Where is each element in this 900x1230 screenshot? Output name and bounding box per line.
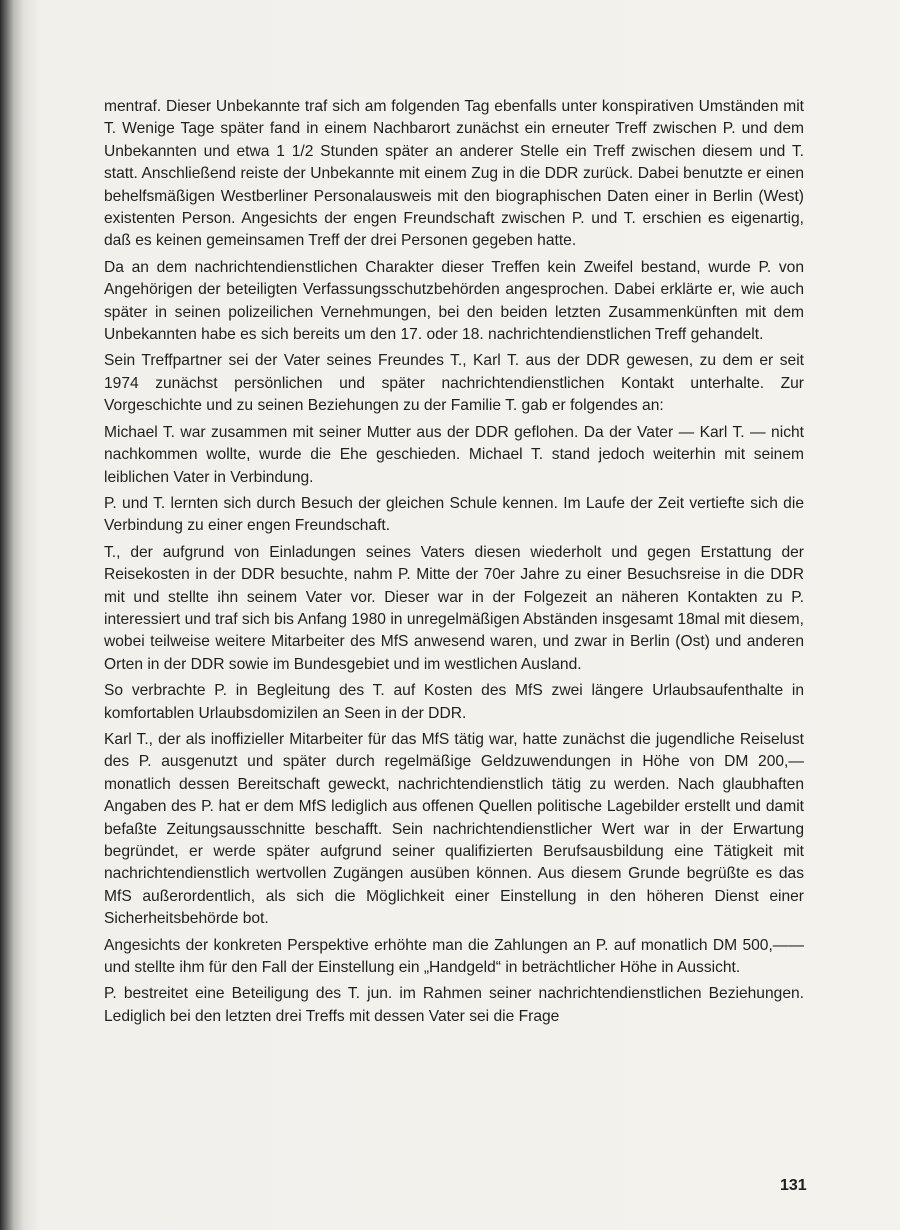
paragraph: Karl T., der als inoffizieller Mitarbeiter für das MfS tätig war, hatte zunächst die jugendliche Reiselust des P. ausgenutzt und später durch regelmäßige Geldzuwendungen in Höhe von DM 200,— monatlich dessen Bereitschaft geweckt, nachrichtendienstlich tätig zu werden. Nach glaubhaften Angaben des P. hat er dem MfS lediglich aus offenen Quellen politische Lagebilder erstellt und damit befaßte Zeitungsausschnitte beschafft. Sein nachrichtendienstlicher Wert war in der Erwartung begründet, er werde später aufgrund seiner qualifizierten Berufsausbildung eine Tätigkeit mit nachrichtendienstlich wertvollen Zugängen ausüben können. Aus diesem Grunde begrüßte es das MfS außerordentlich, als sich die Möglichkeit einer Einstellung in den höheren Dienst einer Sicherheitsbehörde bot.: [104, 730, 804, 928]
paragraph: mentraf. Dieser Unbekannte traf sich am folgenden Tag ebenfalls unter konspirativen Umständen mit T. Wenige Tage später fand in einem Nachbarort zunächst ein erneuter Treff zwischen P. und dem Unbekannten und etwa 1 1/2 Stunden später an anderer Stelle ein Treff zwischen diesem und T. statt. Anschließend reiste der Unbekannte mit einem Zug in die DDR zurück. Dabei benutzte er einen behelfsmäßigen Westberliner Personalausweis mit den biographischen Daten einer in Berlin (West) existenten Person. Angesichts der engen Freundschaft zwischen P. und T. erschien es eigenartig, daß es keinen gemeinsamen Treff der drei Personen gegeben hatte.: [104, 98, 804, 250]
paragraph: Da an dem nachrichtendienstlichen Charakter dieser Treffen kein Zweifel bestand, wurde P. von Angehörigen der beteiligten Verfassungsschutzbehörden angesprochen. Dabei erklärte er, wie auch später in seinen polizeilichen Vernehmungen, bei den beiden letzten Zusammenkünften mit dem Unbekannten habe es sich bereits um den 17. oder 18. nachrichtendienstlichen Treff gehandelt.: [104, 258, 804, 344]
paragraph: P. bestreitet eine Beteiligung des T. jun. im Rahmen seiner nachrichtendienstlichen Beziehungen. Lediglich bei den letzten drei Treffs mit dessen Vater sei die Frage: [104, 985, 804, 1025]
paragraph: So verbrachte P. in Begleitung des T. auf Kosten des MfS zwei längere Urlaubsaufenthalte in komfortablen Urlaubsdomizilen an Seen in der DDR.: [104, 682, 804, 722]
paragraph: Michael T. war zusammen mit seiner Mutter aus der DDR geflohen. Da der Vater — Karl T. — nicht nachkommen wollte, wurde die Ehe geschieden. Michael T. stand jedoch weiterhin mit seinem leiblichen Vater in Verbindung.: [104, 423, 804, 486]
paragraph: P. und T. lernten sich durch Besuch der gleichen Schule kennen. Im Laufe der Zeit vertiefte sich die Verbindung zu einer engen Freundschaft.: [104, 494, 804, 535]
paragraph: Sein Treffpartner sei der Vater seines Freundes T., Karl T. aus der DDR gewesen, zu dem er seit 1974 zunächst persönlichen und später nachrichtendienstlichen Kontakt unterhalte. Zur Vorgeschichte und zu seinen Beziehungen zu der Familie T. gab er folgendes an:: [104, 352, 804, 415]
page-number: 131: [780, 1177, 807, 1194]
paragraph: T., der aufgrund von Einladungen seines Vaters diesen wiederholt und gegen Erstattung der Reisekosten in der DDR besuchte, nahm P. Mitte der 70er Jahre zu einer Besuchsreise in die DDR mit und stellte ihn seinem Vater vor. Dieser war in der Folgezeit an näheren Kontakten zu P. interessiert und traf sich bis Anfang 1980 in unregelmäßigen Abständen insgesamt 18mal mit diesem, wobei teilweise weitere Mitarbeiter des MfS anwesend waren, und zwar in Berlin (Ost) und anderen Orten in der DDR sowie im Bundesgebiet und im westlichen Ausland.: [104, 543, 804, 673]
paragraph: Angesichts der konkreten Perspektive erhöhte man die Zahlungen an P. auf monatlich DM 500,—— und stellte ihm für den Fall der Einstellung ein „Handgeld“ in beträchtlicher Höhe in Aussicht.: [104, 936, 804, 977]
body-text: [104, 96, 804, 1032]
